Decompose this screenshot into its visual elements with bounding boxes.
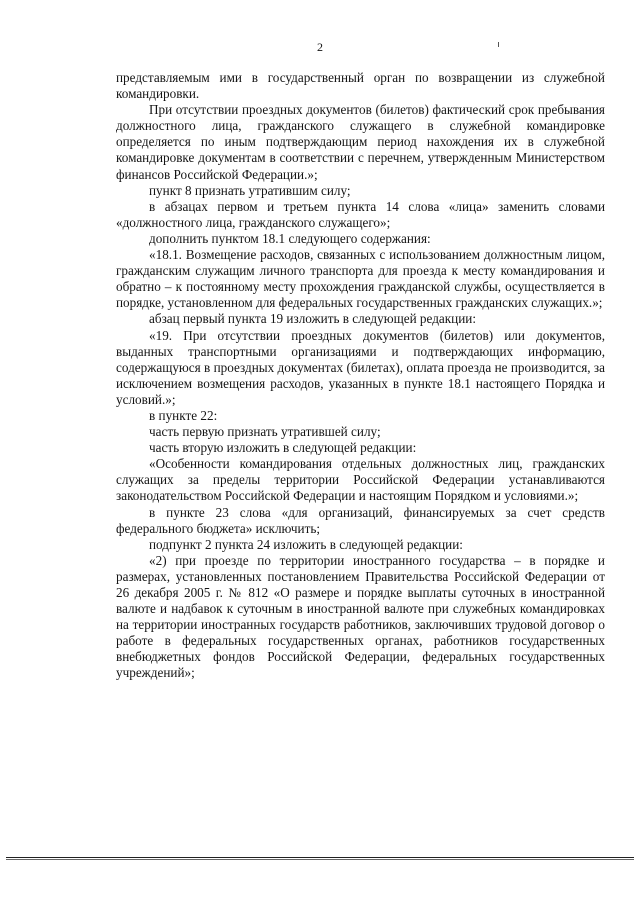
paragraph-8: «19. При отсутствии проездных документов (билетов) или документов, выданных транспортными организациями и подтверждающих информацию, содержащуюся в проездных документах (билетах), оплата проезда не производится, за исключением возмещения расходов, указанных в пункте 18.1 настоящего Порядка и условий.»; [116,327,605,407]
scan-mark [498,42,499,47]
bottom-rule-shadow [6,859,634,860]
paragraph-2: При отсутствии проездных документов (билетов) фактический срок пребывания должностного лица, гражданского служащего в служебной командировке определяется по иным подтверждающим период нахождения их в служебной командировке документам в соответствии с перечнем, утвержденным Министерством финансов Российской Федерации.»; [116,102,605,182]
bottom-rule [6,857,634,858]
paragraph-14: подпункт 2 пункта 24 изложить в следующей редакции: [149,536,463,552]
paragraph-4: в абзацах первом и третьем пункта 14 слова «лица» заменить словами «должностного лица, гражданского служащего»; [116,198,605,230]
paragraph-15: «2) при проезде по территории иностранного государства – в порядке и размерах, установленных постановлением Правительства Российской Федерации от 26 декабря 2005 г. № 812 «О размере и порядке выплаты суточных в иностранной валюте и надбавок к суточным в иностранной валюте при служебных командировках на территории иностранных государств работников, заключивших трудовой договор о работе в федеральных государственных органах, работников государственных внебюджетных фондов Российской Федерации, федеральных государственных учреждений»; [116,552,605,681]
page-number: 2 [317,40,323,54]
paragraph-10: часть первую признать утратившей силу; [149,424,381,440]
paragraph-11: часть вторую изложить в следующей редакции: [149,440,417,456]
paragraph-5: дополнить пунктом 18.1 следующего содержания: [149,230,431,246]
paragraph-12: «Особенности командирования отдельных должностных лиц, гражданских служащих за пределы территории Российской Федерации устанавливаются законодательством Российской Федерации и настоящим Порядком и условиями.»; [116,456,605,504]
paragraph-9: в пункте 22: [149,407,218,423]
paragraph-1: представляемым ими в государственный орган по возвращении из служебной командировки. [116,70,605,102]
paragraph-7: абзац первый пункта 19 изложить в следующей редакции: [149,311,477,327]
paragraph-3: пункт 8 признать утратившим силу; [149,182,351,198]
paragraph-6: «18.1. Возмещение расходов, связанных с использованием должностным лицом, гражданским служащим личного транспорта для проезда к месту командирования и обратно – к постоянному месту прохождения гражданской службы, осуществляется в порядке, установленном для федеральных государственных гражданских служащих.»; [116,247,605,311]
document-body [116,70,605,682]
paragraph-13: в пункте 23 слова «для организаций, финансируемых за счет средств федерального бюджета» исключить; [116,504,605,536]
